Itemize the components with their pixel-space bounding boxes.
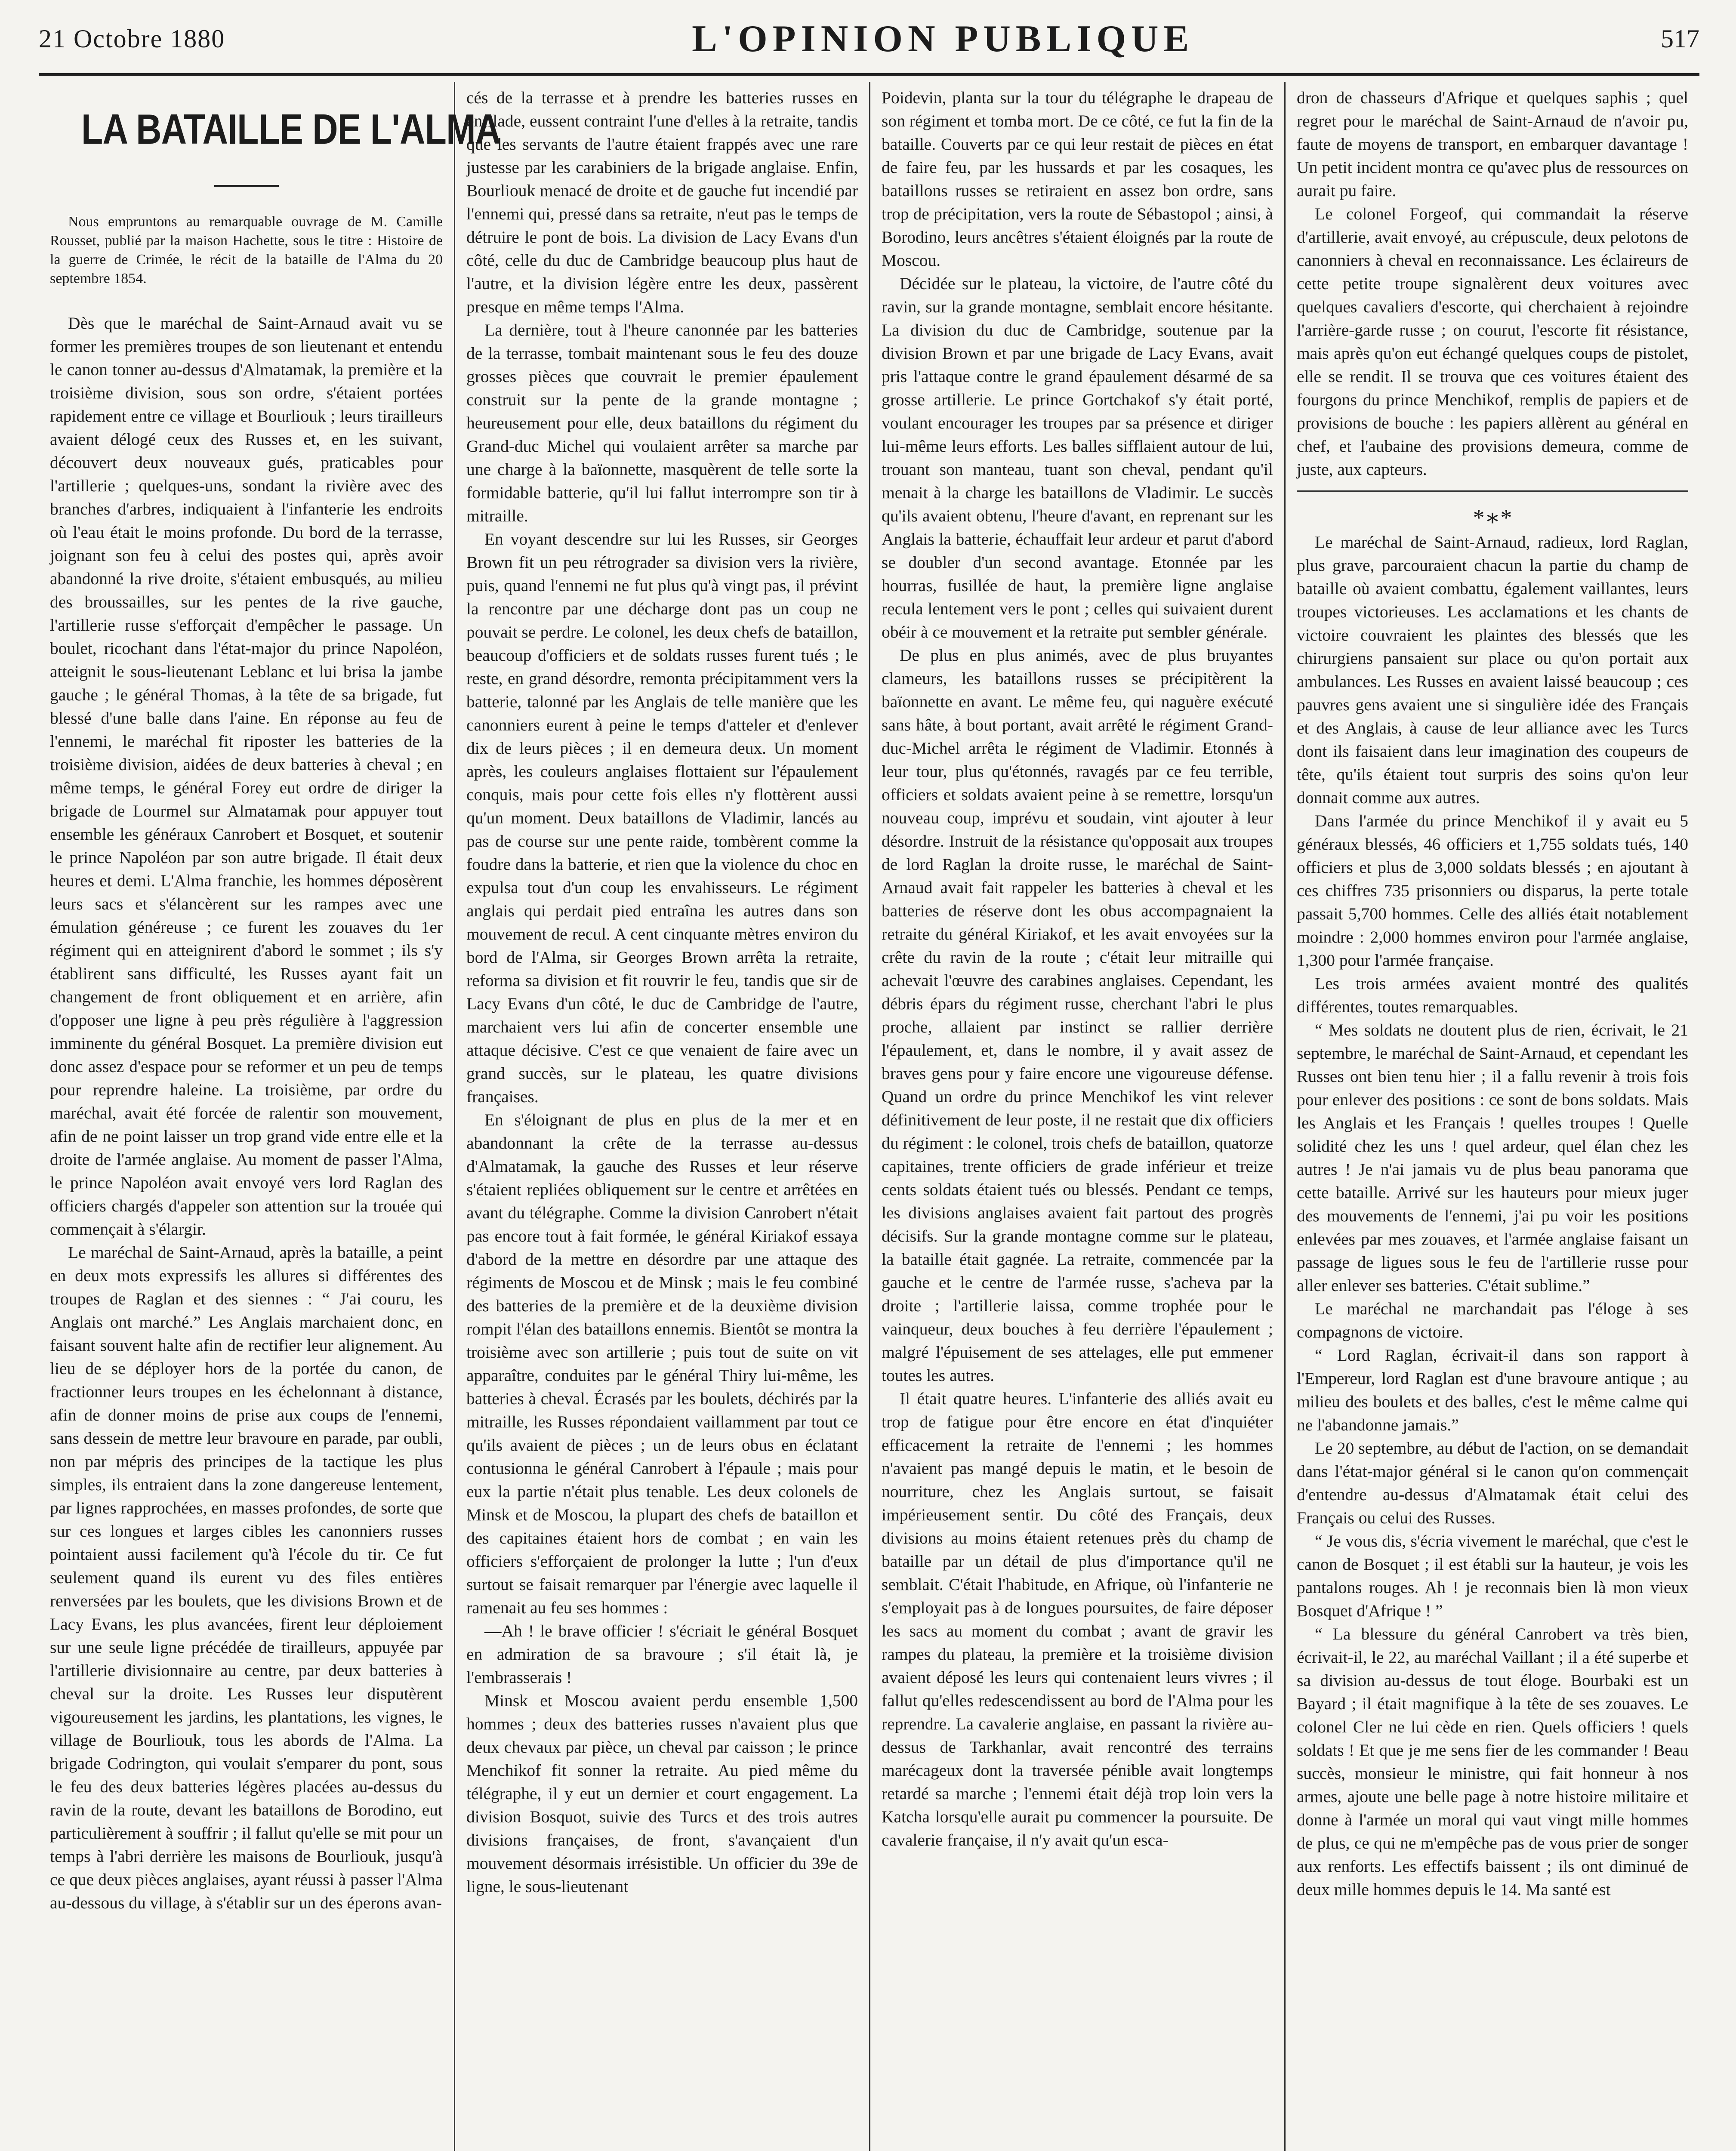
paragraph: Il était quatre heures. L'infanterie des alliés avait eu trop de fatigue pour être encore en état d'inquiéter efficacement la retraite de l'ennemi ; les hommes n'avaient pas mangé depuis le matin, et le besoin de nourriture, chez les Anglais surtout, se faisait impérieusement sentir. Du côté des Français, deux divisions au moins étaient retenues près du champ de bataille par un détail de plus d'importance qu'il ne semblait. C'était l'habitude, en Afrique, où l'infanterie ne s'employait pas à de longues poursuites, de faire déposer les sacs au moment du combat ; avant de gravir les rampes du plateau, la première et la troisième division avaient déposé les leurs qui contenaient leurs vivres ; il fallut qu'elles redescendissent au bord de l'Alma pour les reprendre. La cavalerie anglaise, en passant la rivière au-dessus de Tarkhanlar, avait rencontré des terrains marécageux dont la traversée pénible avait longtemps retardé sa marche ; l'ennemi était déjà trop loin vers la Katcha lorsqu'elle aurait pu commencer la poursuite. De cavalerie française, il n'y avait qu'un esca- [882, 1389, 1273, 1849]
paragraph: “ Lord Raglan, écrivait-il dans son rapport à l'Empereur, lord Raglan est d'une bravoure antique ; au milieu des boulets et des balles, c'est le même calme qui ne l'abandonne jamais.” [1297, 1346, 1688, 1434]
paragraph: cés de la terrasse et à prendre les batteries russes en enfilade, eussent contraint l'une d'elles à la retraite, tandis que les servants de l'autre étaient frappés avec une rare justesse par les carabiniers de la brigade anglaise. Enfin, Bourliouk menacé de droite et de gauche fut incendié par l'ennemi qui, pressé dans sa retraite, n'eut pas le temps de détruire le pont de bois. La division de Lacy Evans d'un côté, celle du duc de Cambridge beaucoup plus haut de l'autre, et la division légère entre les deux, passèrent presque en même temps l'Alma. [466, 88, 858, 316]
column-1 [39, 82, 501, 2151]
paragraph: “ La blessure du général Canrobert va très bien, écrivait-il, le 22, au maréchal Vaillant ; il a été superbe et sa division au-dessus de tout éloge. Bourbaki est un Bayard ; il était magnifique à la tête de ses zouaves. Le colonel Cler ne lui cède en rien. Quels officiers ! quels soldats ! Et que je me sens fier de les commander ! Beau succès, monsieur le ministre, qui fait honneur à nos armes, ajoute une belle page à notre histoire militaire et donne à l'armée un moral qui vaut vingt mille hommes de plus, ce qui ne m'empêche pas de vous prier de songer aux renforts. Les effectifs baissent ; ils ont diminué de deux mille hommes depuis le 14. Ma santé est [1297, 1624, 1688, 1899]
masthead: L'OPINION PUBLIQUE [692, 18, 1194, 60]
paragraph: Le colonel Forgeof, qui commandait la réserve d'artillerie, avait envoyé, au crépuscule, deux pelotons de canonniers à cheval en reconnaissance. Les éclaireurs de cette petite troupe signalèrent deux voitures avec quelques cavaliers d'escorte, qui cherchaient à rejoindre l'arrière-garde russe ; on courut, l'escorte fit résistance, mais après qu'on eut échangé quelques coups de pistolet, elle se rendit. Il se trouva que ces voitures étaient des fourgons du prince Menchikof, remplis de papiers et de provisions de bouche : les papiers allèrent au général en chef, et l'aubaine des provisions demeura, comme de juste, aux capteurs. [1297, 204, 1688, 479]
paragraph: La dernière, tout à l'heure canonnée par les batteries de la terrasse, tombait maintenant sous le feu des douze grosses pièces que couvrait le premier épaulement construit sur la pente de la grande montagne ; heureusement pour elle, deux bataillons du régiment du Grand-duc Michel qui voulaient arrêter sa marche par une charge à la baïonnette, masquèrent de telle sorte la formidable batterie, qu'il lui fallut interrompre son tir à mitraille. [466, 320, 858, 525]
asterism: *∗* [1473, 505, 1512, 530]
header-rule [39, 73, 1699, 76]
paragraph: Les trois armées avaient montré des qualités différentes, toutes remarquables. [1297, 974, 1688, 1016]
paragraph: “ Je vous dis, s'écria vivement le maréchal, que c'est le canon de Bosquet ; il est établi sur la hauteur, je vois les pantalons rouges. Ah ! je reconnais bien là mon vieux Bosquet d'Afrique ! ” [1297, 1532, 1688, 1620]
paragraph: Le maréchal de Saint-Arnaud, radieux, lord Raglan, plus grave, parcouraient chacun la partie du champ de bataille où avaient combattu, également vaillantes, leurs troupes victorieuses. Les acclamations et les chants de victoire couvraient les plaintes des blessés que les chirurgiens pansaient sur place ou qu'on portait aux ambulances. Les Russes en avaient laissé beaucoup ; ces pauvres gens avaient une si singulière idée des Français et des Anglais, à cause de leur alliance avec les Turcs dont ils faisaient dans leur imagination des coupeurs de tête, qu'ils étaient tout surpris des soins qu'on leur donnait comme aux autres. [1297, 533, 1688, 807]
issue-date: 21 Octobre 1880 [39, 24, 225, 53]
paragraph: Poidevin, planta sur la tour du télégraphe le drapeau de son régiment et tomba mort. De ce côté, ce fut la fin de la bataille. Couverts par ce qui leur restait de pièces en état de faire feu, par les hussards et par les cosaques, les bataillons russes se retiraient en assez bon ordre, sans trop de précipitation, vers la route de Sébastopol ; ainsi, à Borodino, leurs ancêtres s'étaient éloignés par la route de Moscou. [882, 88, 1273, 270]
title-rule [214, 185, 279, 187]
paragraph: Le 20 septembre, au début de l'action, on se demandait dans l'état-major général si le canon qu'on commençait d'entendre au-dessus d'Almatamak était celui des Français ou celui des Russes. [1297, 1439, 1688, 1527]
article-title: LA BATAILLE DE L'ALMA [81, 105, 501, 153]
paragraph: De plus en plus animés, avec de plus bruyantes clameurs, les bataillons russes se précipitèrent la baïonnette en avant. Le même feu, qui naguère exécuté sans hâte, à bout portant, avait arrêté le régiment Grand-duc-Michel arrêta le régiment de Vladimir. Etonnés à leur tour, plus qu'étonnés, ravagés par ce feu terrible, officiers et soldats avaient peine à se remettre, lorsqu'un nouveau coup, imprévu et soudain, vint ajouter à leur désordre. Instruit de la résistance qu'opposait aux troupes de lord Raglan la droite russe, le maréchal de Saint-Arnaud avait fait rappeler les batteries à cheval et les batteries de réserve dont les obus accompagnaient la retraite du général Kiriakof, et les avait envoyées sur la crête du ravin de la route ; c'était leur mitraille qui achevait l'œuvre des carabines anglaises. Cependant, les débris épars du régiment russe, cherchant l'abri le plus proche, allaient par instinct se rallier derrière l'épaulement, et, dans le nombre, il y avait assez de braves gens pour y faire encore une vigoureuse défense. Quand un ordre du prince Menchikof les vint relever définitivement de leur poste, il ne restait que dix officiers du régiment : le colonel, trois chefs de bataillon, quatorze capitaines, trente officiers de grade inférieur et treize cents soldats étaient tués ou blessés. Pendant ce temps, les divisions anglaises avaient fait partout des progrès décisifs. Sur la grande montagne comme sur le plateau, la bataille était gagnée. La retraite, commencée par la gauche et le centre de l'armée russe, s'acheva par la droite ; l'artillerie laissa, comme trophée pour le vainqueur, deux bouches à feu derrière l'épaulement ; malgré l'épuisement de ses attelages, elle put emmener toutes les autres. [882, 646, 1273, 1385]
column-3 [869, 82, 1284, 2151]
paragraph: Minsk et Moscou avaient perdu ensemble 1,500 hommes ; deux des batteries russes n'avaient plus que deux chevaux par pièce, un cheval par caisson ; le prince Menchikof fit sonner la retraite. Au pied même du télégraphe, il y eut un dernier et court engagement. La division Bosquot, suivie des Turcs et des trois autres divisions françaises, de front, s'avançaient d'un mouvement désormais irrésistible. Un officier du 39e de ligne, le sous-lieutenant [466, 1691, 858, 1896]
paragraph: Le maréchal de Saint-Arnaud, après la bataille, a peint en deux mots expressifs les allures si différentes des troupes de Raglan et des siennes : “ J'ai couru, les Anglais ont marché.” Les Anglais marchaient donc, en faisant souvent halte afin de rectifier leur alignement. Au lieu de se déployer hors de la portée du canon, de fractionner leurs troupes en les échelonnant à distance, afin de donner moins de prise aux coups de l'ennemi, sans dessein de mettre leur bravoure en parade, par oubli, non par mépris des principes de la tactique les plus simples, ils entraient dans la zone dangereuse lentement, par lignes rapprochées, en masses profondes, de sorte que sur ces longues et larges cibles les canonniers russes pointaient aussi facilement qu'à l'école du tir. Ce fut seulement quand ils eurent vu des files entières renversées par les boulets, que les divisions Brown et de Lacy Evans, les plus avancées, firent leur déploiement sur une seule ligne précédée de tirailleurs, appuyée par l'artillerie divisionnaire au centre, par deux batteries à cheval sur la droite. Les Russes leur disputèrent vigoureusement les jardins, les plantations, les vignes, le village de Bourliouk, tous les abords de l'Alma. La brigade Codrington, qui voulait s'emparer du pont, sous le feu des deux batteries légères placées au-dessus du ravin de la route, devant les bataillons de Borodino, eut particulièrement à souffrir ; il fallut qu'elle se mit pour un temps à l'abri derrière les maisons de Bourliouk, jusqu'à ce que deux pièces anglaises, ayant réussi à passer l'Alma au-dessous du village, à s'établir sur un des éperons avan- [50, 1243, 443, 1912]
paragraph: Décidée sur le plateau, la victoire, de l'autre côté du ravin, sur la grande montagne, semblait encore hésitante. La division du duc de Cambridge, soutenue par la division Brown et par une brigade de Lacy Evans, avait pris l'attaque contre le grand épaulement désarmé de sa grosse artillerie. Le prince Gortchakof s'y était porté, voulant encourager les troupes par sa présence et diriger lui-même leurs efforts. Les balles sifflaient autour de lui, trouant son manteau, tuant son cheval, pendant qu'il menait à la charge les bataillons de Vladimir. Le succès qu'ils avaient obtenu, l'heure d'avant, en reprenant sur les Anglais la batterie, échauffait leur ardeur et parut d'abord se doubler d'un second avantage. Etonnée par les hourras, fusillée de haut, la première ligne anglaise recula lentement vers le pont ; celles qui suivaient durent obéir à ce mouvement et la retraite put sembler générale. [882, 274, 1273, 641]
section-rule [1297, 490, 1688, 492]
column-4 [1284, 82, 1699, 2151]
paragraph: Dans l'armée du prince Menchikof il y avait eu 5 généraux blessés, 46 officiers et 1,755 soldats tués, 140 officiers et plus de 3,000 soldats blessés ; en ajoutant à ces chiffres 735 prisonniers ou disparus, la perte totale passait 5,700 hommes. Celle des alliés était notablement moindre : 2,000 hommes environ pour l'armée anglaise, 1,300 pour l'armée française. [1297, 811, 1688, 970]
paragraph: dron de chasseurs d'Afrique et quelques saphis ; quel regret pour le maréchal de Saint-Arnaud de n'avoir pu, faute de moyens de transport, en embarquer davantage ! Un petit incident montra ce qu'avec plus de ressources on aurait pu faire. [1297, 88, 1688, 200]
column-2 [454, 82, 869, 2151]
paragraph: Le maréchal ne marchandait pas l'éloge à ses compagnons de victoire. [1297, 1299, 1688, 1341]
paragraph: En s'éloignant de plus en plus de la mer et en abandonnant la crête de la terrasse au-dessus d'Almatamak, la gauche des Russes et leur réserve s'étaient repliées obliquement sur le centre et arrêtées en avant du télégraphe. Comme la division Canrobert n'était pas encore tout à fait formée, le général Kiriakof essaya d'abord de la mettre en désordre par une attaque des régiments de Moscou et de Minsk ; mais le feu combiné des batteries de la première et de la deuxième division rompit l'élan des bataillons ennemis. Bientôt se montra la troisième avec son artillerie ; puis tout de suite on vit apparaître, conduites par le général Thiry lui-même, les batteries à cheval. Écrasés par les boulets, déchirés par la mitraille, les Russes répondaient vaillamment par tout ce qu'ils avaient de pièces ; un de leurs obus en éclatant contusionna le général Canrobert à l'épaule ; mais pour eux la partie n'était plus tenable. Les deux colonels de Minsk et de Moscou, la plupart des chefs de bataillon et des capitaines étaient hors de combat ; en vain les officiers s'efforçaient de prolonger la lutte ; l'un d'eux surtout se faisait remarquer par l'énergie avec laquelle il ramenait au feu ses hommes : [466, 1110, 858, 1617]
paragraph: —Ah ! le brave officier ! s'écriait le général Bosquet en admiration de sa bravoure ; s'il était là, je l'embrasserais ! [466, 1621, 858, 1687]
article-columns [39, 82, 1699, 2151]
page-number: 517 [1661, 24, 1699, 53]
paragraph: Dès que le maréchal de Saint-Arnaud avait vu se former les premières troupes de son lieutenant et entendu le canon tonner au-dessus d'Almatamak, la première et la troisième division, sous son ordre, s'étaient portées rapidement entre ce village et Bourliouk ; leurs tirailleurs avaient délogé ceux des Russes et, en les suivant, découvert deux nouveaux gués, praticables pour l'artillerie ; quelques-uns, sondant la rivière avec des branches d'arbres, indiquaient à l'infanterie les endroits où l'eau était le moins profonde. Du bord de la terrasse, joignant son feu à celui des postes qui, après avoir abandonné la rive droite, s'étaient embusqués, au milieu des broussailles, sur les pentes de la rive gauche, l'artillerie russe s'efforçait d'empêcher le passage. Un boulet, ricochant dans l'état-major du prince Napoléon, atteignit le sous-lieutenant Leblanc et lui brisa la jambe gauche ; le général Thomas, à la tête de sa brigade, fut blessé d'une balle dans l'aine. En réponse au feu de l'ennemi, le maréchal fit riposter les batteries de la troisième division, aidées de deux batteries à cheval ; en même temps, le général Forey eut ordre de diriger la brigade de Lourmel sur Almatamak pour appuyer tout ensemble les généraux Canrobert et Bosquet, et soutenir le prince Napoléon par son autre brigade. Il était deux heures et demi. L'Alma franchie, les hommes déposèrent leurs sacs et s'élancèrent sur les rampes avec une émulation généreuse ; ce furent les zouaves du 1er régiment qui en atteignirent d'abord le sommet ; ils s'y établirent sans difficulté, les Russes ayant fait un changement de front obliquement et en arrière, afin d'opposer une ligne à peu près régulière à l'aggression imminente du général Bosquet. La première division eut donc assez d'espace pour se reformer et un peu de temps pour reprendre haleine. La troisième, par ordre du maréchal, avait été forcée de ralentir son mouvement, afin de ne point laisser un trop grand vide entre elle et la droite de l'armée anglaise. Au moment de passer l'Alma, le prince Napoléon avait envoyé vers lord Raglan des officiers chargés d'appeler son attention sur la trouée qui commençait à s'élargir. [50, 314, 443, 1239]
paragraph: “ Mes soldats ne doutent plus de rien, écrivait, le 21 septembre, le maréchal de Saint-Arnaud, et cependant les Russes ont bien tenu hier ; il a fallu revenir à trois fois pour enlever des positions : ce sont de bons soldats. Mais les Anglais et les Français ! quelles troupes ! Quelle solidité chez les uns ! quel ardeur, quel élan chez les autres ! Je n'ai jamais vu de plus beau panorama que cette bataille. Arrivé sur les hauteurs pour mieux juger des mouvements de l'ennemi, j'ai pu voir les positions enlevées par mes zouaves, et l'armée anglaise faisant un passage de ligues sous le feu de l'artillerie russe pour aller enlever ses batteries. C'était sublime.” [1297, 1020, 1688, 1295]
page-header [39, 13, 1699, 65]
article-intro: Nous empruntons au remarquable ouvrage de M. Camille Rousset, publié par la maison Hachette, sous le titre : Histoire de la guerre de Crimée, le récit de la bataille de l'Alma du 20 septembre 1854. [50, 214, 443, 287]
paragraph: En voyant descendre sur lui les Russes, sir Georges Brown fit un peu rétrograder sa division vers la rivière, puis, quand l'ennemi ne fut plus qu'à vingt pas, il prévint la rencontre par une décharge dont pas un coup ne pouvait se perdre. Le colonel, les deux chefs de bataillon, beaucoup d'officiers et de soldats russes furent tués ; le reste, en grand désordre, remonta précipitamment vers la batterie, talonné par les Anglais de telle manière que les canonniers eurent à peine le temps d'atteler et d'enlever dix de leurs pièces ; il en demeura deux. Un moment après, les couleurs anglaises flottaient sur l'épaulement conquis, mais pour cette fois elles n'y flottèrent aussi qu'un moment. Deux bataillons de Vladimir, lancés au pas de course sur une pente raide, tombèrent comme la foudre dans la batterie, et rien que la violence du choc en expulsa tout d'un coup les envahisseurs. Le régiment anglais qui perdait pied entraîna les autres dans son mouvement de recul. A cent cinquante mètres environ du bord de l'Alma, sir Georges Brown arrêta la retraite, reforma sa division et fit rouvrir le feu, tandis que sir de Lacy Evans d'un côté, le duc de Cambridge de l'autre, marchaient vers lui afin de concerter ensemble une attaque décisive. C'est ce que venaient de faire avec un grand succès, sur le plateau, les quatre divisions françaises. [466, 530, 858, 1106]
